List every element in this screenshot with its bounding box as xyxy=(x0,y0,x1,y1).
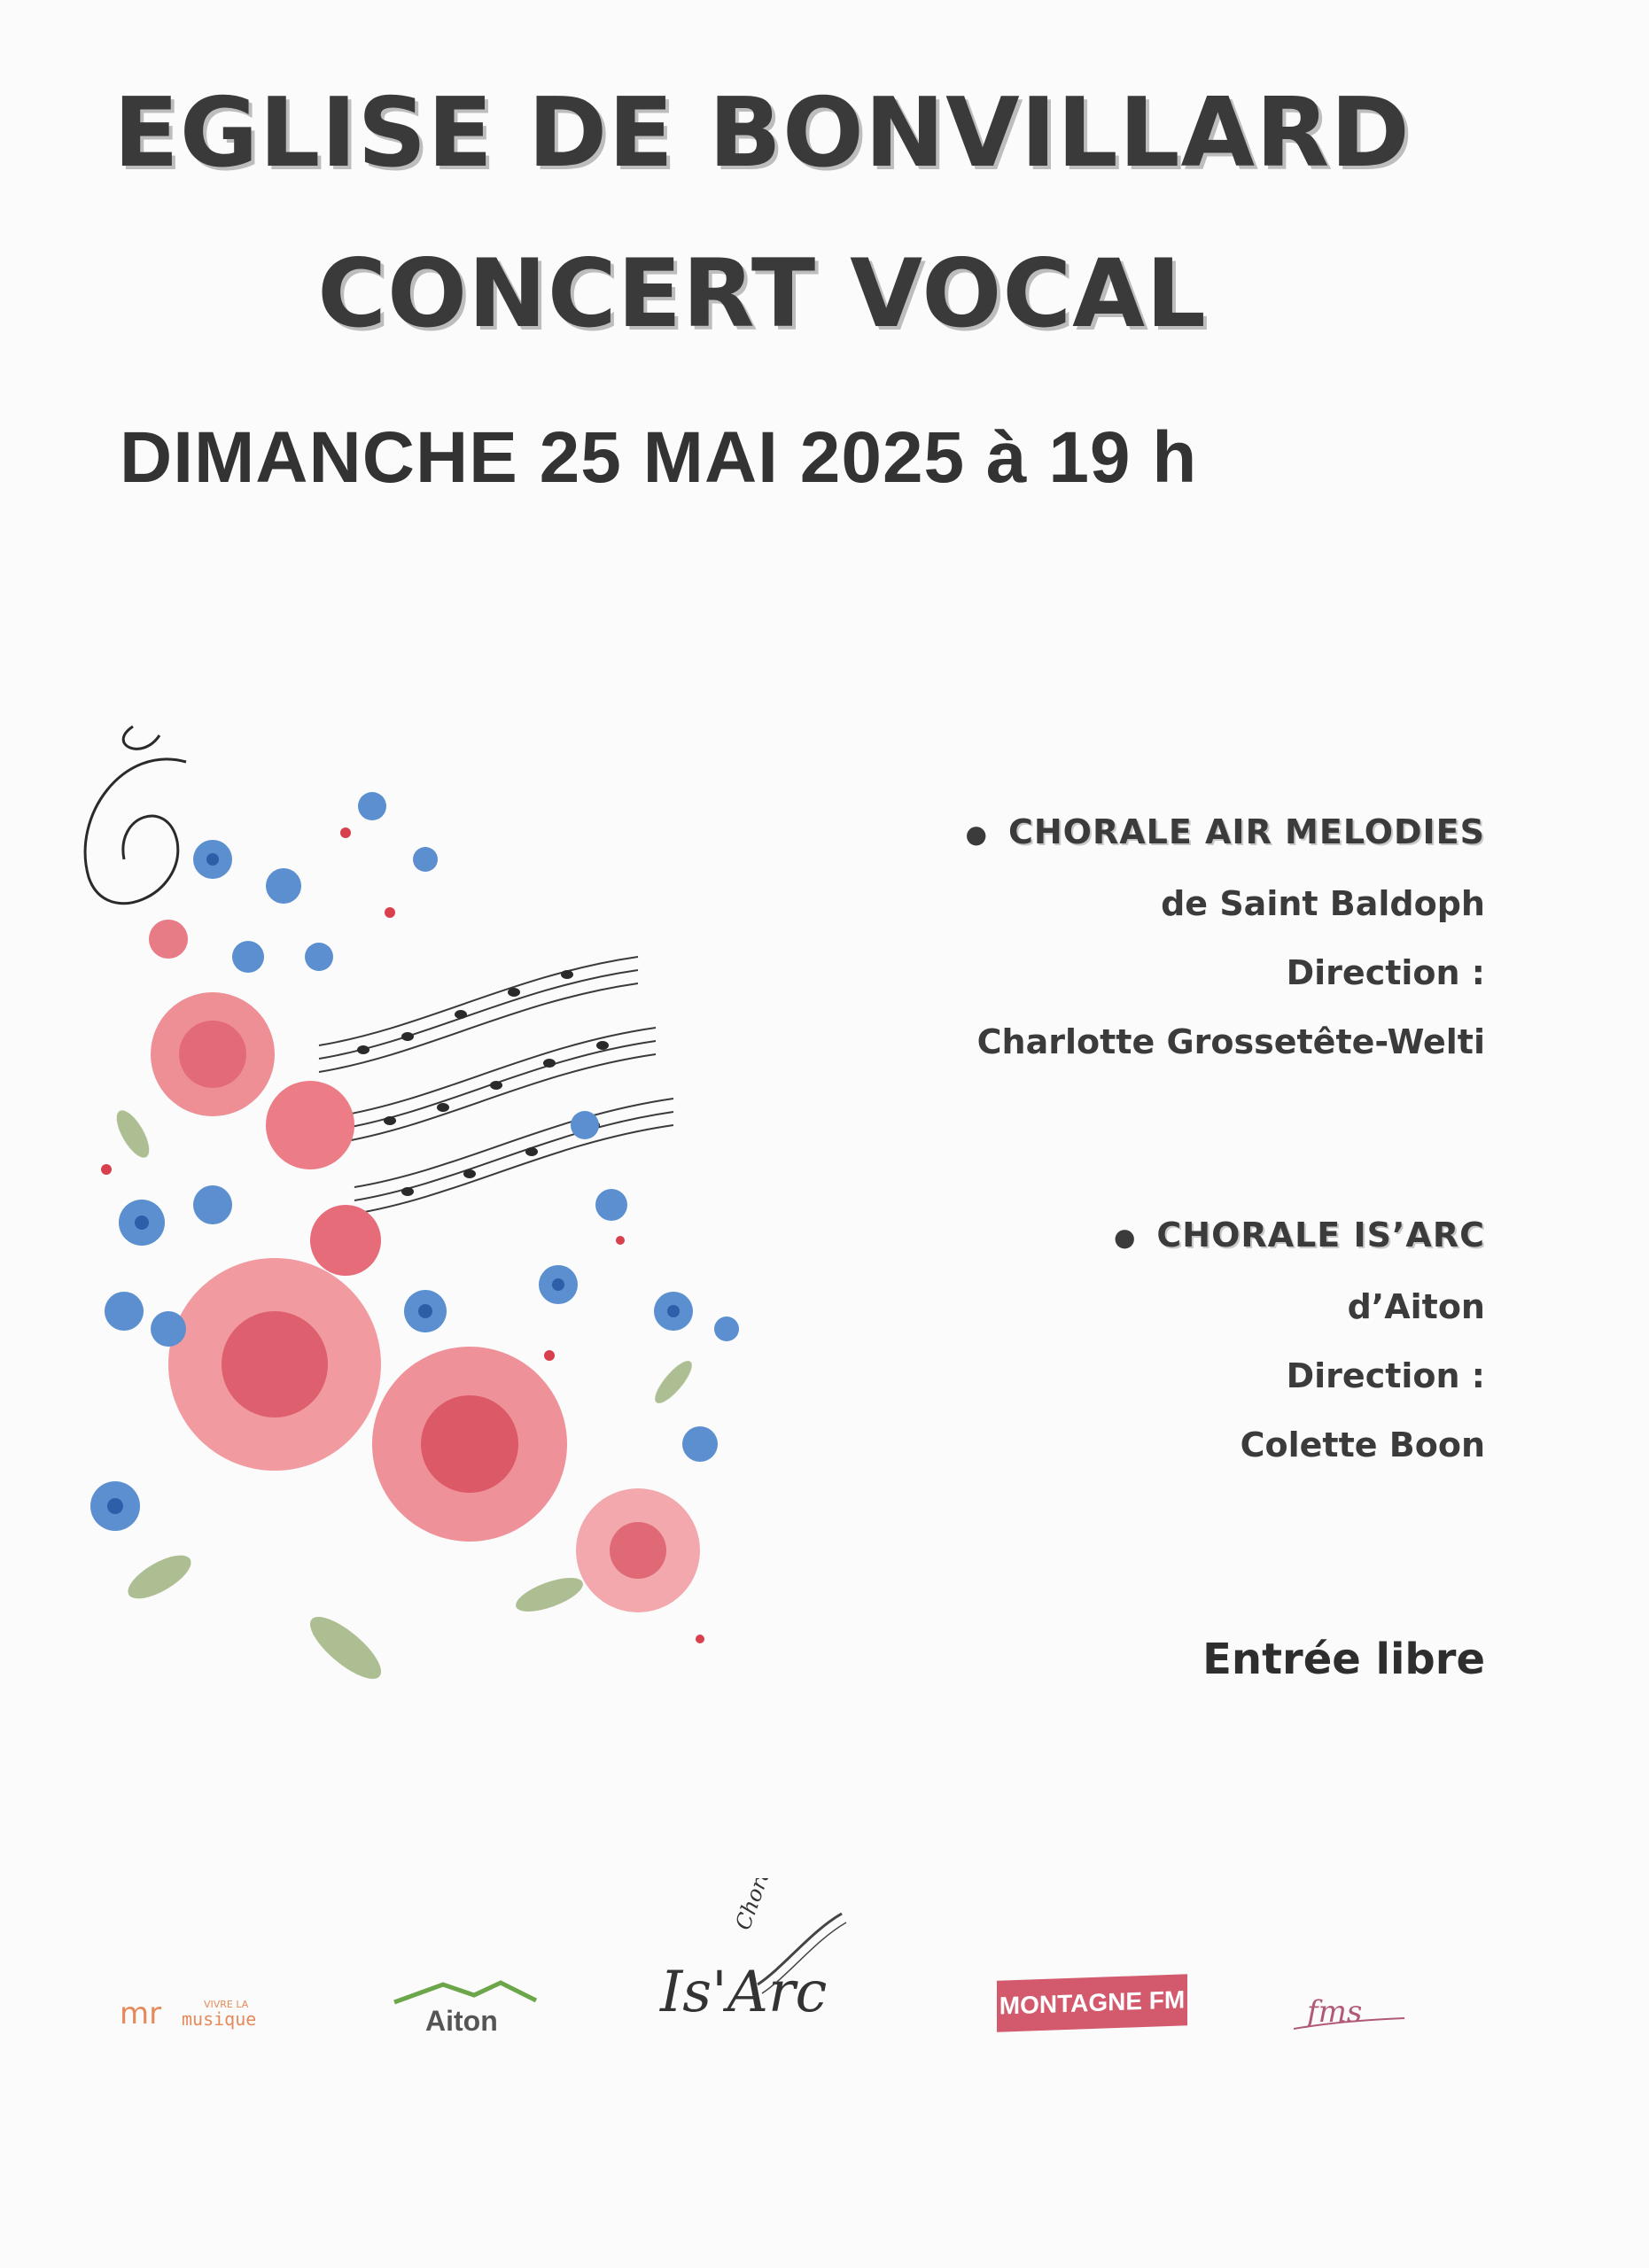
isarc-logo-text: Is'Arc xyxy=(660,1960,828,2025)
isarc-logo-top: Chorale xyxy=(730,1878,783,1934)
choir-block-1 xyxy=(966,797,1485,1076)
mr-logo-mark: mr xyxy=(120,1996,162,2031)
choir-director: Charlotte Grossetête-Welti xyxy=(976,1021,1485,1061)
fms-logo xyxy=(1289,1984,1413,2038)
mr-logo-text: musique xyxy=(182,2008,257,2030)
choir-director: Colette Boon xyxy=(1240,1425,1485,1464)
bullet-icon: ● xyxy=(965,819,987,849)
music-notes xyxy=(357,970,609,1196)
choir-name: CHORALE AIR MELODIES xyxy=(1007,812,1485,851)
aiton-logo xyxy=(390,1976,541,2038)
montagne-fm-logo xyxy=(997,1977,1187,2031)
aiton-logo-text: Aiton xyxy=(425,2005,498,2037)
mr-logo-top: VIVRE LA xyxy=(204,1999,249,2010)
floral-music-illustration xyxy=(53,709,797,1710)
montagne-fm-text: MONTAGNE FM xyxy=(997,1974,1187,2032)
event-date: DIMANCHE 25 MAI 2025 à 19 h xyxy=(120,417,1198,498)
chorale-isarc-logo xyxy=(651,1878,855,2047)
entry-info: Entrée libre xyxy=(1202,1635,1485,1684)
church-title: EGLISE DE BONVILLARD xyxy=(113,78,1411,189)
direction-label: Direction : xyxy=(1286,952,1485,992)
choir-name: CHORALE IS’ARC xyxy=(1156,1216,1485,1254)
event-title: CONCERT VOCAL xyxy=(317,239,1207,348)
fms-logo-text: fms xyxy=(1307,1994,1363,2030)
choir-origin: de Saint Baldoph xyxy=(1161,883,1485,923)
choir-origin: d’Aiton xyxy=(1347,1286,1485,1326)
vivre-la-musique-logo xyxy=(120,1984,297,2038)
choir-block-2 xyxy=(1114,1200,1485,1480)
direction-label: Direction : xyxy=(1286,1355,1485,1395)
bullet-icon: ● xyxy=(1113,1222,1136,1252)
